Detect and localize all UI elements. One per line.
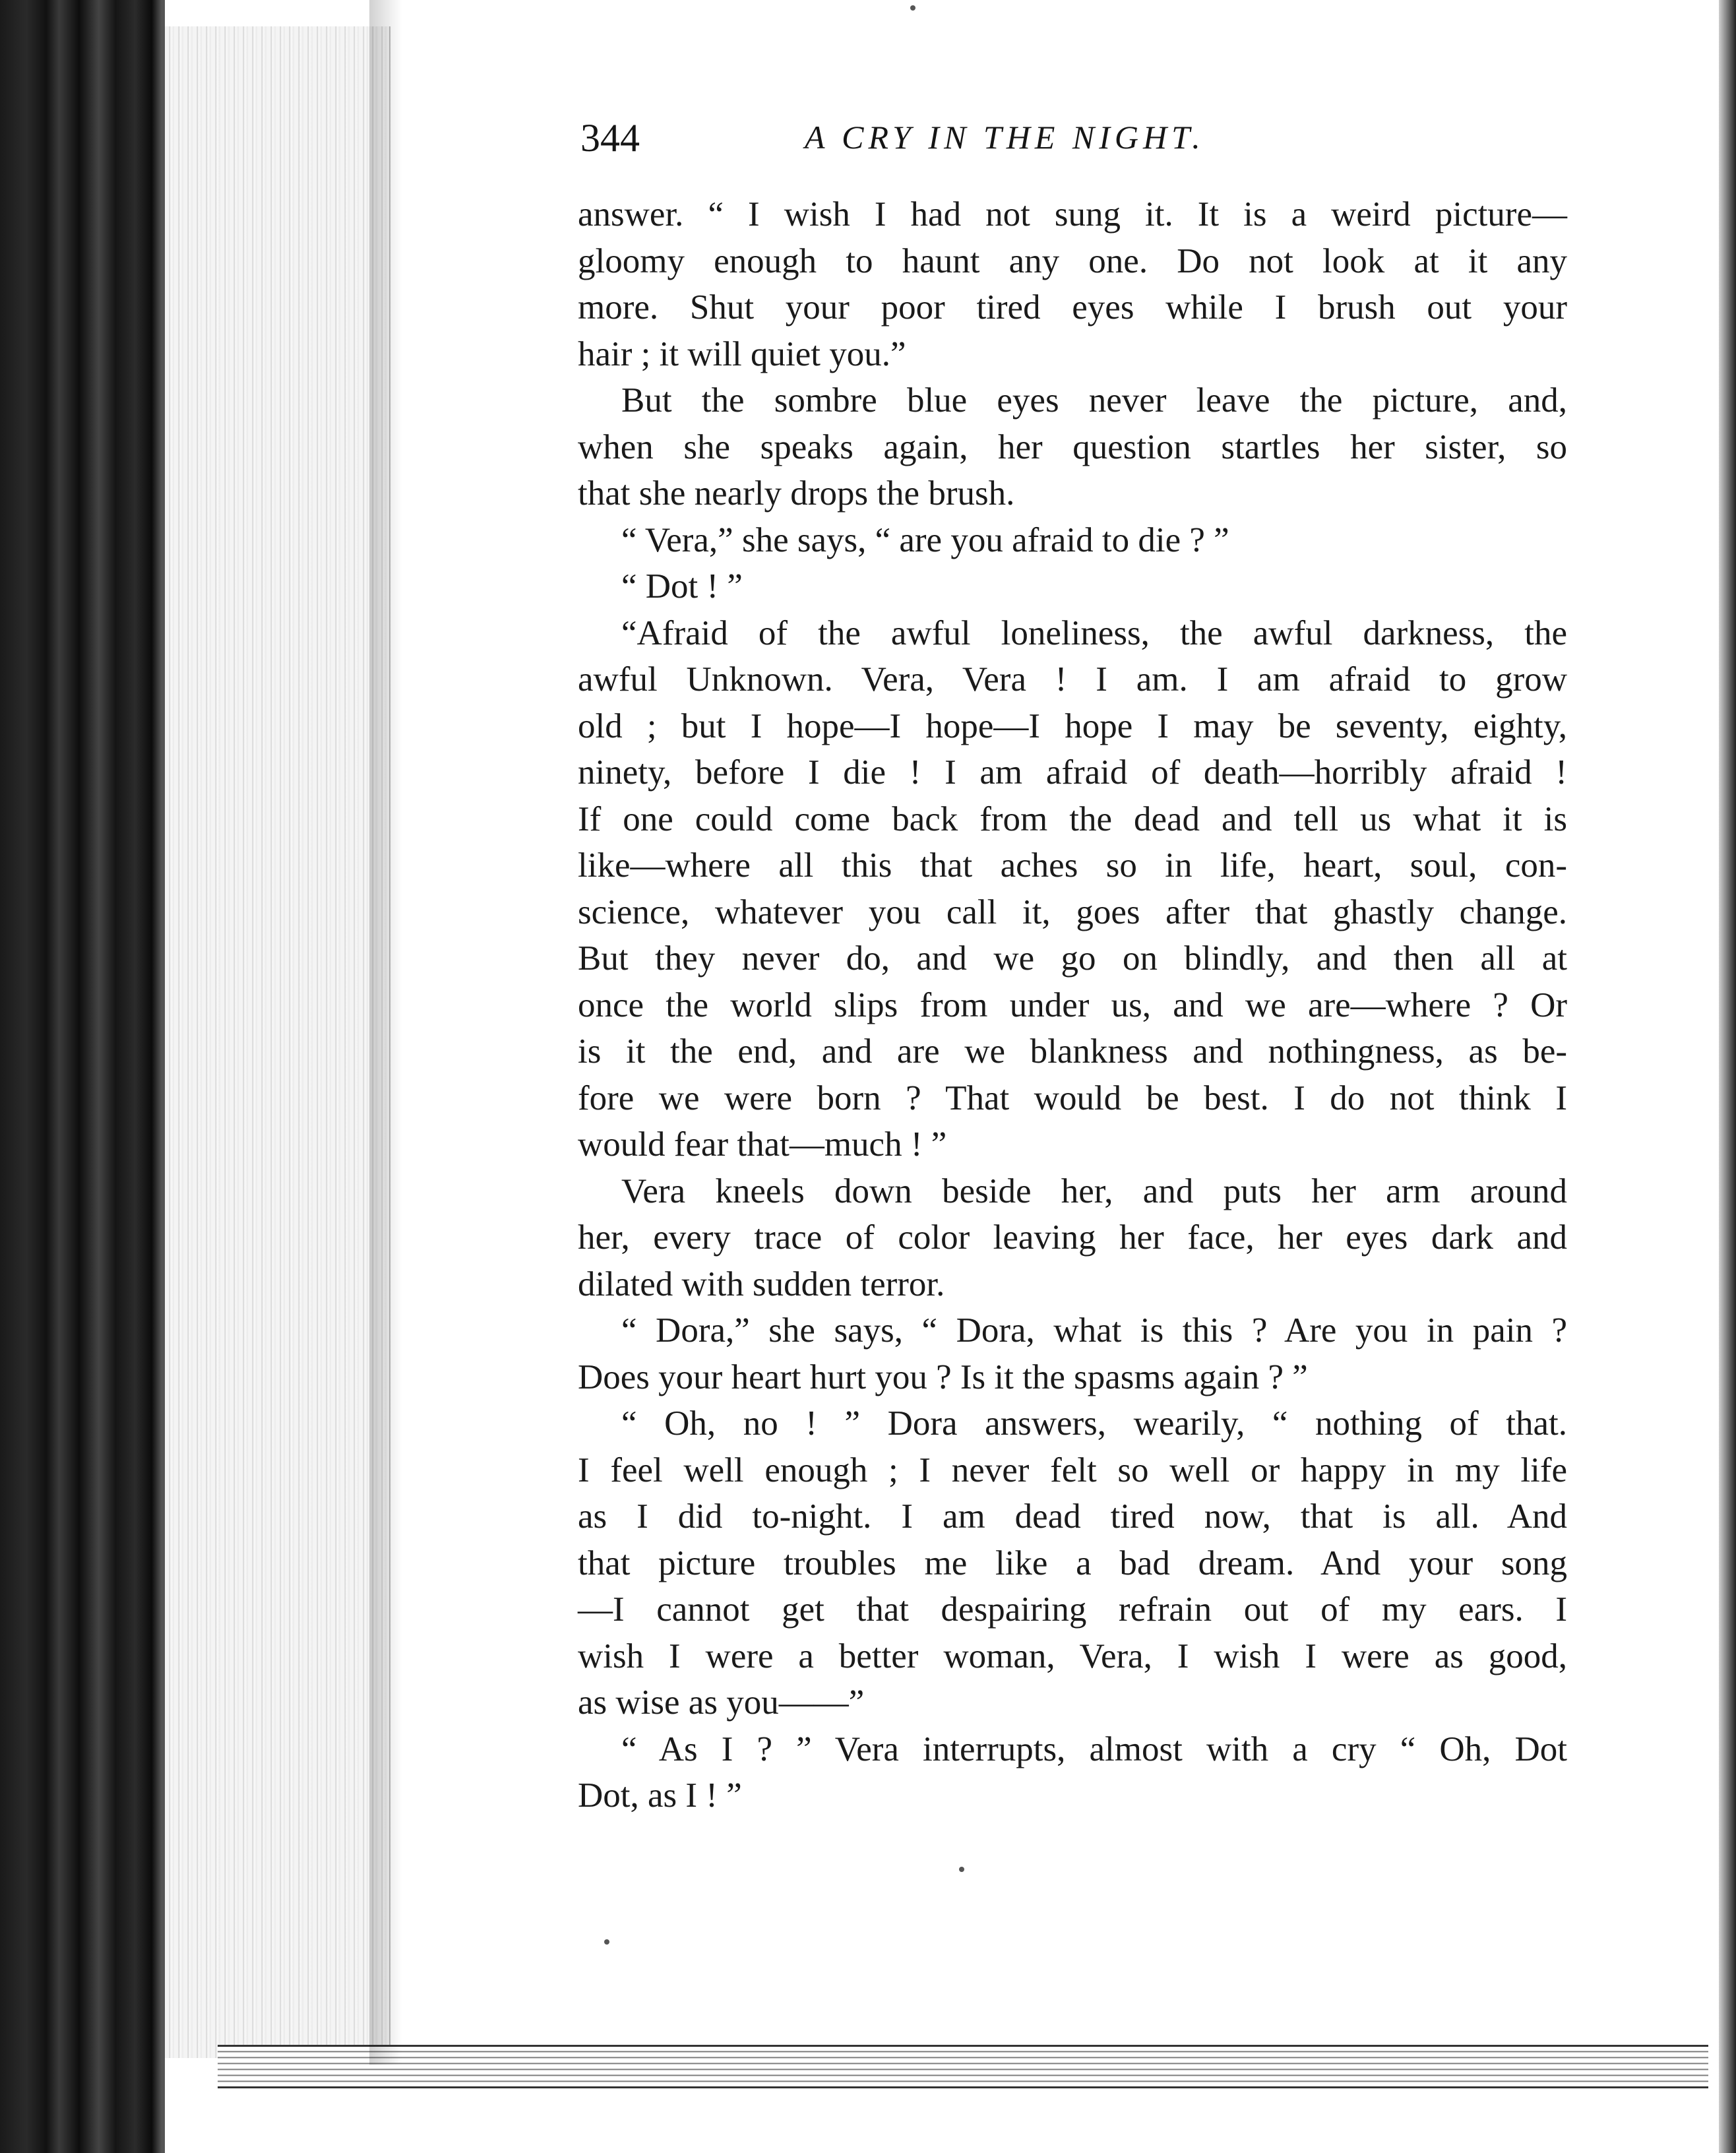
text-line: awful Unknown. Vera, Vera ! I am. I am afraid to grow [578,660,1567,699]
text-line: “ Vera,” she says, “ are you afraid to die ? ” [621,520,1229,559]
text-line: But they never do, and we go on blindly, and then all at [578,939,1567,978]
text-line: her, every trace of color leaving her face, her eyes dark and [578,1218,1567,1257]
text-line: gloomy enough to haunt any one. Do not look at it any [578,241,1567,280]
page-stack-edges [165,26,390,2058]
text-line: wish I were a better woman, Vera, I wish I were as good, [578,1637,1567,1675]
text-line: when she speaks again, her question startles her sister, so [578,427,1567,466]
speck [959,1867,964,1872]
text-line: “ Dora,” she says, “ Dora, what is this ? Are you in pain ? [621,1311,1567,1350]
gutter-shadow [369,0,402,2065]
text-line: would fear that—much ! ” [578,1125,947,1164]
text-line: dilated with sudden terror. [578,1264,945,1303]
page-stack-bottom [218,2045,1708,2088]
text-line: But the sombre blue eyes never leave the picture, and, [621,381,1567,420]
text-line: science, whatever you call it, goes after that ghastly change. [578,892,1567,931]
text-line: that she nearly drops the brush. [578,474,1015,513]
text-line: once the world slips from under us, and we are—where ? Or [578,985,1567,1024]
text-line: old ; but I hope—I hope—I hope I may be seventy, eighty, [578,706,1567,745]
text-line: I feel well enough ; I never felt so well or happy in my life [578,1451,1567,1489]
text-line: as wise as you——” [578,1683,865,1722]
text-line: Dot, as I ! ” [578,1776,742,1815]
text-line: If one could come back from the dead and tell us what it is [578,799,1567,838]
text-line: as I did to-night. I am dead tired now, that is all. And [578,1497,1567,1536]
text-line: “ Dot ! ” [621,567,743,606]
text-line: “ As I ? ” Vera interrupts, almost with a cry “ Oh, Dot [621,1730,1567,1768]
text-line: answer. “ I wish I had not sung it. It is a weird picture— [578,195,1567,234]
right-page-edge [1719,0,1736,2153]
text-line: like—where all this that aches so in life, heart, soul, con- [578,846,1567,885]
text-line: hair ; it will quiet you.” [578,334,906,373]
text-line: that picture troubles me like a bad dream. And your song [578,1544,1567,1582]
text-line: “ Oh, no ! ” Dora answers, wearily, “ nothing of that. [621,1404,1567,1443]
speck [604,1939,609,1945]
text-line: is it the end, and are we blankness and nothingness, as be- [578,1032,1567,1071]
speck [910,5,915,11]
text-line: “Afraid of the awful loneliness, the awful darkness, the [621,613,1567,652]
running-title: A CRY IN THE NIGHT. [805,119,1205,156]
page-number: 344 [580,116,640,160]
text-line: —I cannot get that despairing refrain out of my ears. I [578,1590,1567,1629]
text-line: fore we were born ? That would be best. I do not think I [578,1078,1567,1117]
page-header [580,115,1293,168]
body-text [578,191,1567,1819]
text-line: more. Shut your poor tired eyes while I brush out your [578,288,1567,327]
text-line: Does your heart hurt you ? Is it the spasms again ? ” [578,1357,1308,1396]
text-line: Vera kneels down beside her, and puts her arm around [621,1171,1567,1210]
text-line: ninety, before I die ! I am afraid of death—horribly afraid ! [578,753,1567,792]
